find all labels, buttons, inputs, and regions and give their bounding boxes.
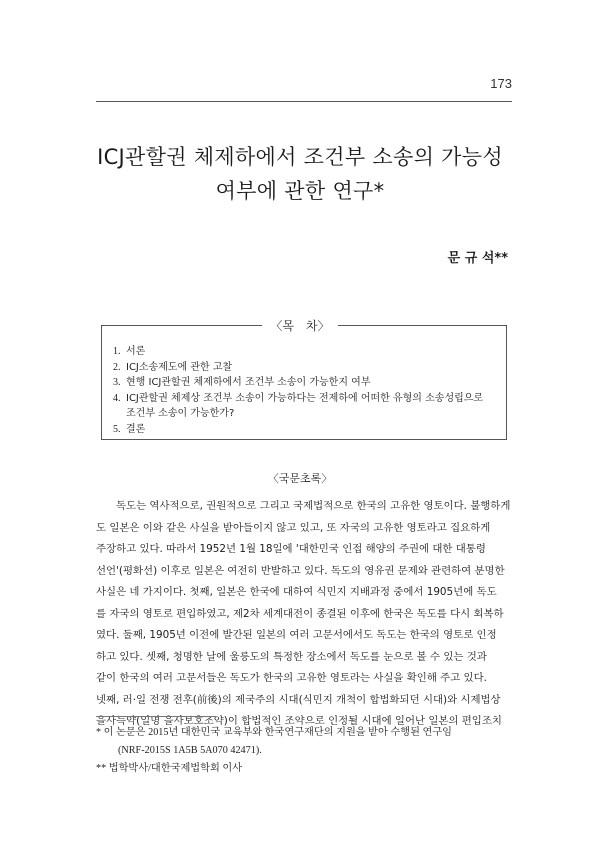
abstract-line: 였다. 둘째, 1905년 이전에 발간된 일본의 여러 고문서에서도 독도는 한국의 영토로 인정	[96, 629, 497, 641]
toc-item: 2. ICJ소송제도에 관한 고찰	[113, 361, 233, 373]
abstract-line: 선언'(평화선) 이후로 일본은 여전히 반발하고 있다. 독도의 영유권 문제와 관련하여 분명한	[96, 564, 505, 577]
abstract-line: 주장하고 있다. 따라서 1952년 1월 18일에 '대한민국 인접 해양의 주권에 대한 대통령	[96, 543, 486, 555]
abstract-line: 을사늑약(일명 을사보호조약)이 합법적인 조약으로 인정될 시대에 일어난 일본의 편입조치	[96, 715, 502, 727]
toc-item: 5. 결론	[113, 423, 146, 435]
toc-item: 3. 현행 ICJ관할권 체제하에서 조건부 소송이 가능한지 여부	[113, 377, 371, 388]
footnote-1: * 이 논문은 2015년 대한민국 교육부와 한국연구재단의 지원을 받아 수행된 연구임	[96, 727, 453, 738]
abstract-line: 독도는 역사적으로, 권원적으로 그리고 국제법적으로 한국의 고유한 영토이다. 불행하게	[116, 500, 511, 512]
footnotes	[96, 724, 452, 778]
abstract-line: 같이 한국의 여러 고문서들은 독도가 한국의 고유한 영토라는 사실을 확인해 주고 있다.	[96, 672, 487, 684]
toc-item: 4. ICJ관할권 체제상 조건부 소송이 가능하다는 전제하에 어떠한 유형의 소송성립으로	[113, 392, 484, 404]
abstract-line: 하고 있다. 셋째, 청명한 날에 울릉도의 특정한 장소에서 독도를 눈으로 볼 수 있는 것과	[96, 650, 487, 663]
header-rule	[96, 101, 512, 102]
author: 문 규 석**	[447, 251, 508, 266]
footnote-2: ** 법학박사/대한국제법학회 이사	[96, 763, 243, 774]
abstract-line: 사실은 네 가지이다. 첫째, 일본은 한국에 대하여 식민지 지배과정 중에서 1905년에 독도	[96, 586, 497, 598]
footnote-1-continuation: (NRF-2015S 1A5B 5A070 42471).	[118, 745, 262, 756]
abstract-heading: 〈국문초록〉	[267, 472, 333, 485]
page-number: 173	[490, 76, 512, 91]
abstract-line: 넷째, 러·일 전쟁 전후(前後)의 제국주의 시대(식민지 개척이 합법화되던 시대)와 시제법상	[96, 693, 501, 706]
abstract-line: 를 자국의 영토로 편입하였고, 제2차 세계대전이 종결된 이후에 한국은 독도를 다시 회복하	[96, 607, 504, 620]
title-line-2: 여부에 관한 연구*	[215, 179, 385, 203]
title-line-1: ICJ관할권 체제하에서 조건부 소송의 가능성	[97, 145, 503, 169]
toc-item-continuation: 조건부 소송이 가능한가?	[126, 408, 235, 419]
footnote-rule	[96, 716, 216, 717]
toc-list	[113, 344, 483, 437]
abstract-line: 도 일본은 이와 같은 사실을 받아들이지 않고 있고, 또 자국의 고유한 영토라고 집요하게	[96, 521, 491, 534]
toc-heading: 〈목 차〉	[0, 317, 600, 334]
paper-title	[70, 140, 530, 208]
abstract-body	[96, 496, 511, 733]
toc-item: 1. 서론	[113, 346, 146, 357]
